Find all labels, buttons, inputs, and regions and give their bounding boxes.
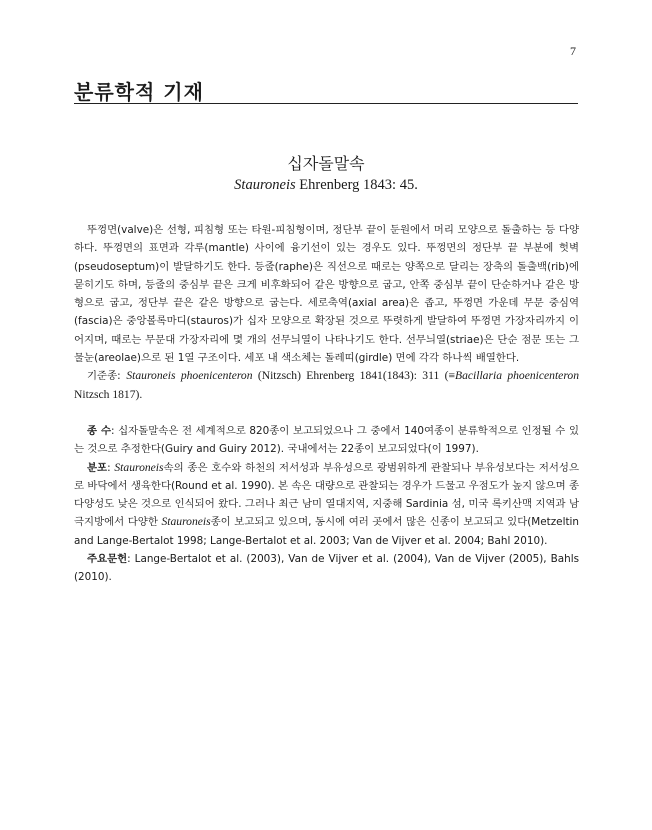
- page-number: 7: [570, 44, 576, 58]
- distribution-text: 속의 종은 호수와 하천의 저서성과 부유성으로 광범위하게 관찰되나 부유성보다는 저서성으로 바닥에서 생육한다(Round et al. 1990). 본 속은 대량으로 관찰되는 경우가 드물고 우점도가 높지 않으며 종 다양성도 낮은 것으로 인식되어 왔다. 그러나 최근 남미 열대지역, 지중해 Sardinia 섬, 미국 록키산맥 지역과 남극지방에서 다양한: [74, 461, 579, 529]
- title-rule: [74, 103, 578, 104]
- distribution-paragraph: [74, 459, 579, 550]
- references-paragraph: [74, 550, 579, 587]
- synonym-author: Nitzsch 1817).: [74, 387, 143, 401]
- genus-korean-name: 십자돌말속: [287, 154, 365, 173]
- genus-latin-name: Stauroneis: [234, 177, 296, 193]
- description-text: 뚜껑면(valve)은 선형, 피침형 또는 타원-피침형이며, 정단부 끝이 둔원에서 머리 모양으로 돌출하는 등 다양하다. 뚜껑면의 표면과 각루(mantle) 사이에 융기선이 있는 경우도 있다. 뚜껑면의 정단부 끝 부분에 헛벽(pseudoseptum)이 발달하기도 한다. 등줄(raphe)은 직선으로 때로는 양쪽으로 달리는 장축의 돌출백(rib)에 묻히기도 하며, 등줄의 중심부 끝은 크게 비후화되어 같은 방향으로 굽고, 안쪽 중심부 끝이 단순하거나 같은 방형으로 굽고, 정단부 끝은 같은 방향으로 굽는다. 세로축역(axial area)은 좁고, 뚜껑면 가운데 무문 중심역(fascia)은 중앙볼록마디(stauros)가 십자 모양으로 확장된 것으로 뚜렷하게 발달하여 뚜껑면 가장자리까지 이어지며, 때로는 무문대 가장자리에 몇 개의 선무늬열이 나타나기도 한다. 선무늬열(striae)은 단순 점문 또는 그물눈(areolae)으로 된 1열 구조이다. 세포 내 색소체는 돌레띠(girdle) 면에 각각 하나씩 배열한다.: [74, 224, 579, 365]
- references-label: 주요문헌: [87, 553, 128, 566]
- distribution-genus-inline: Stauroneis: [161, 515, 211, 529]
- type-species-paragraph: [74, 367, 579, 404]
- species-count-text: : 십자돌말속은 전 세계적으로 820종이 보고되었으나 그 중에서 140여종이 분류학적으로 인정될 수 있는 것으로 추정한다(Guiry and Guiry 2012). 국내에서는 22종이 보고되었다(이 1997).: [74, 424, 579, 456]
- synonym-symbol: ≡: [448, 369, 455, 383]
- distribution-colon: :: [107, 461, 115, 474]
- distribution-text-2: 종이 보고되고 있으며, 동시에 여러 곳에서 많은 신종이 보고되고 있다(Metzeltin and Lange-Bertalot 1998; Lange-Bertalot et al. 2003; Van de Vijver et al. 2004; Bahl 2010).: [74, 516, 579, 547]
- distribution-genus: Stauroneis: [114, 460, 164, 474]
- distribution-label: 분포: [87, 461, 108, 474]
- species-count-label: 종 수: [87, 424, 112, 437]
- type-species-name: Stauroneis phoenicenteron: [126, 369, 253, 383]
- references-text: : Lange-Bertalot et al. (2003), Van de Vijver et al. (2004), Van de Vijver (2005), Bahls (2010).: [74, 553, 579, 584]
- type-species-author: (Nitzsch) Ehrenberg 1841(1843): 311 (: [252, 369, 449, 383]
- genus-authority: [0, 177, 652, 194]
- synonym-name: Bacillaria phoenicenteron: [454, 369, 579, 383]
- section-title: 분류학적 기재: [74, 80, 204, 104]
- genus-author: Ehrenberg 1843: 45.: [295, 177, 418, 193]
- description-body: [74, 221, 579, 587]
- description-paragraph: [74, 221, 579, 367]
- species-count-paragraph: [74, 422, 579, 459]
- type-species-label: 기준종:: [87, 370, 127, 383]
